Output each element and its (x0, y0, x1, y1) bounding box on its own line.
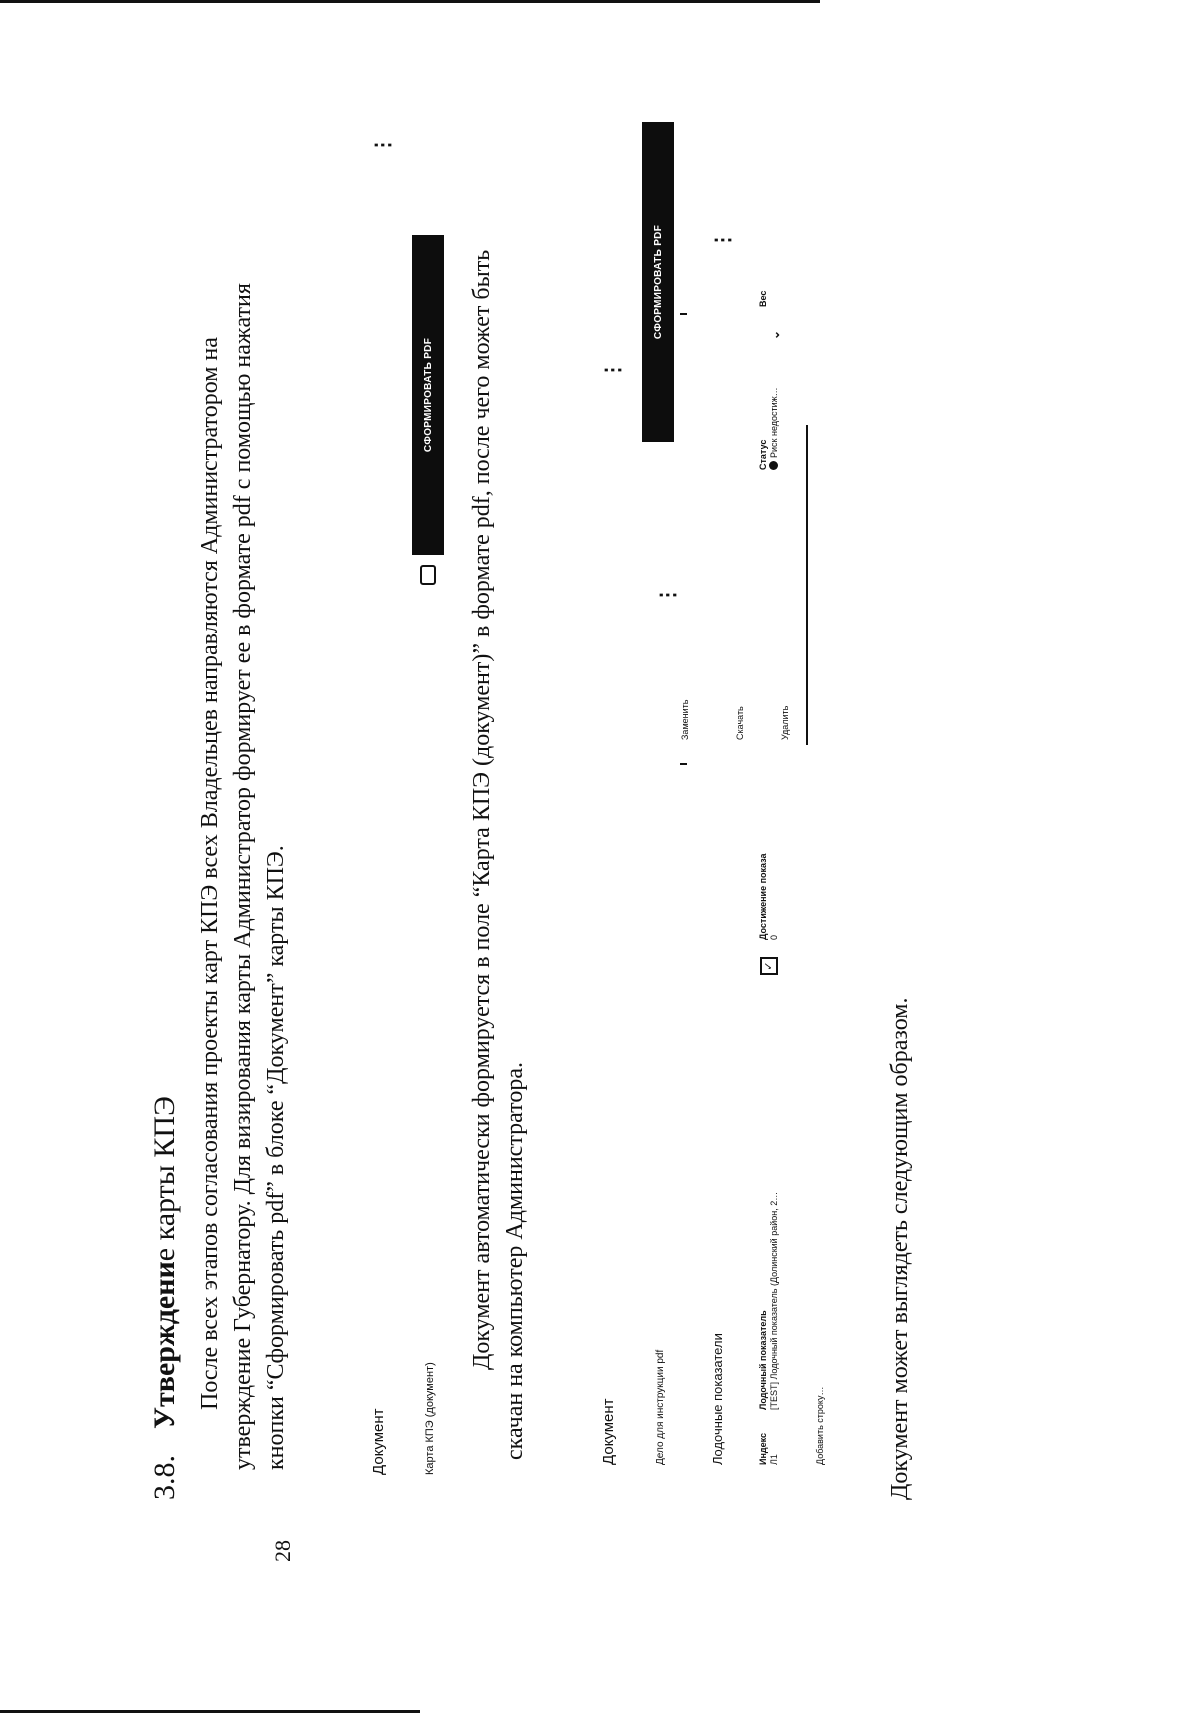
paragraph-2-line-1: Документ автоматически формируется в поле “Карта КПЭ (документ)” в формате pdf, после чего может быть (469, 249, 495, 1370)
paragraph-1 (196, 80, 291, 1470)
column-header-status: Статус (758, 439, 768, 470)
kebab-menu-icon[interactable]: ⋮ (712, 232, 734, 250)
document-title-1: Документ (370, 1408, 387, 1475)
column-indicator (758, 1192, 780, 1410)
paragraph-2-line-2: скачан на компьютер Администратора. (502, 1062, 528, 1460)
document-block-2 (600, 65, 870, 1465)
paragraph-1-line-3: кнопки “Сформировать pdf” в блоке “Документ” карты КПЭ. (263, 845, 289, 1470)
column-header-achievement: Достижение показа (758, 853, 768, 940)
kebab-menu-icon[interactable]: ⋮ (602, 362, 624, 380)
separator-tick (680, 763, 687, 765)
replace-link[interactable]: Заменить (680, 699, 690, 740)
row-status-value: Риск недостиж… (769, 387, 779, 458)
delete-link[interactable]: Удалить (780, 705, 790, 740)
kebab-menu-icon[interactable]: ⋮ (657, 587, 679, 605)
paragraph-1-line-1: После всех этапов согласования проекты карт КПЭ всех Владельцев направляются Администратором на (197, 337, 223, 1410)
file-icon[interactable] (420, 565, 436, 585)
add-row-link[interactable]: Добавить строку… (815, 1386, 825, 1465)
section-title-rest: е карты КПЭ (148, 1096, 181, 1262)
row-underline (806, 425, 808, 745)
section-heading (148, 1096, 182, 1500)
paragraph-1-line-2: утверждение Губернатору. Для визирования карты Администратор формирует ее в формате pdf с помощью нажатия (230, 283, 256, 1470)
document-title-2: Документ (600, 1398, 617, 1465)
page-number: 28 (270, 1540, 295, 1562)
column-index (758, 1433, 780, 1465)
generate-pdf-button[interactable]: СФОРМИРОВАТЬ PDF (412, 235, 444, 555)
kebab-menu-icon[interactable]: ⋮ (372, 137, 394, 155)
paragraph-2 (468, 70, 538, 1460)
closing-text: Документ может выглядеть следующим образом. (887, 997, 913, 1500)
generate-pdf-button[interactable]: СФОРМИРОВАТЬ PDF (642, 122, 674, 442)
section-title-bold: Утверждени (148, 1261, 181, 1429)
chevron-down-icon[interactable]: ⌄ (768, 329, 782, 340)
column-header-indicator: Лодочный показатель (758, 1310, 768, 1410)
download-link[interactable]: Скачать (735, 706, 745, 740)
column-header-weight: Вес (758, 290, 768, 307)
edit-icon[interactable]: ✓ (760, 957, 778, 975)
field-label-instruction-pdf: Дело для инструкции pdf (655, 1349, 666, 1465)
field-label-kpe-document: Карта КПЭ (документ) (424, 1362, 436, 1475)
column-status (758, 387, 780, 470)
section-number: 3.8. (148, 1455, 181, 1500)
row-achievement-value: 0 (769, 934, 779, 940)
row-indicator-value: [TEST] Лодочный показатель (Долинский район, 2… (769, 1191, 779, 1410)
row-index-value: Л1 (769, 1454, 779, 1465)
separator-tick (680, 313, 687, 315)
status-dot-icon (769, 461, 778, 470)
boat-indicators-title: Лодочные показатели (710, 1333, 725, 1465)
column-achievement (758, 853, 780, 940)
column-header-index: Индекс (758, 1432, 768, 1465)
